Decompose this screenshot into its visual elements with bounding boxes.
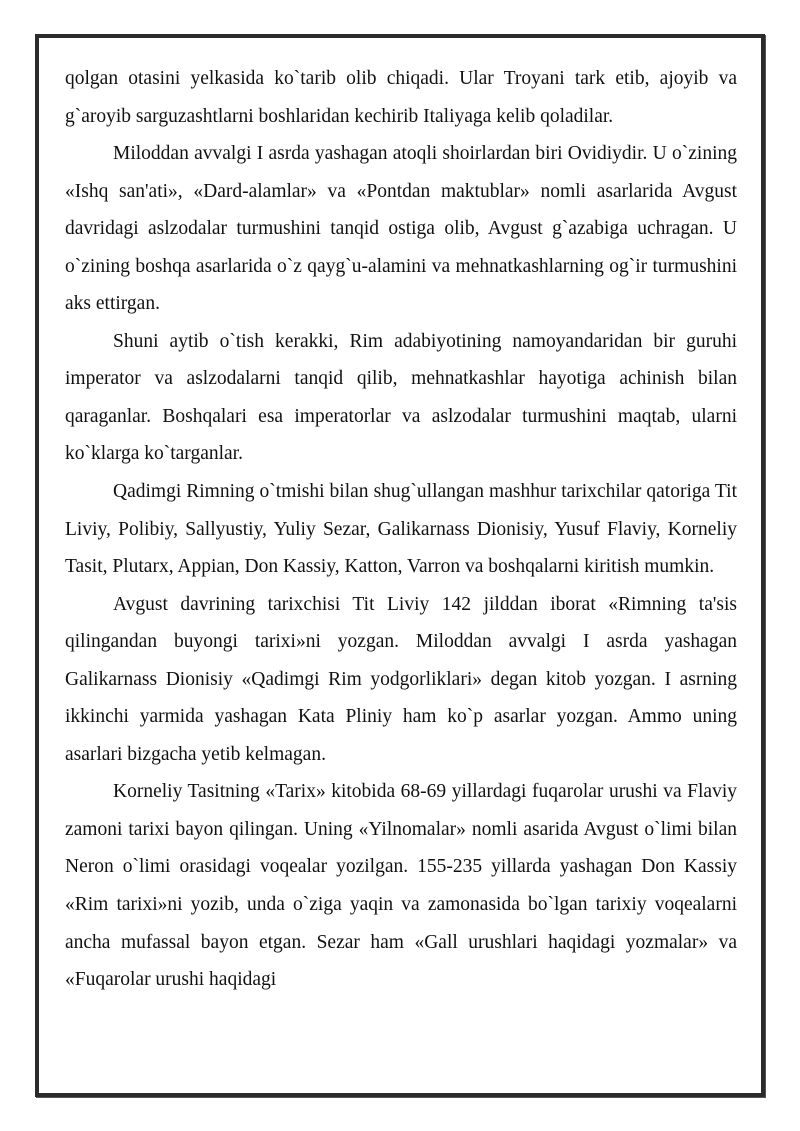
paragraph-tit-liviy: Avgust davrining tarixchisi Tit Liviy 142 jilddan iborat «Rimning ta'sis qilingandan buyongi tarixi»ni yozgan. Miloddan avvalgi I asrda yashagan Galikarnass Dionisiy «Qadimgi Rim yodgorliklari» degan kitob yozgan. I asrning ikkinchi yarmida yashagan Kata Pliniy ham ko`p asarlar yozgan. Ammo uning asarlari bizgacha yetib kelmagan.	[65, 593, 737, 765]
document-body	[65, 60, 737, 999]
paragraph-rim-adabiyoti: Shuni aytib o`tish kerakki, Rim adabiyotining namoyandaridan bir guruhi imperator va aslzodalarni tanqid qilib, mehnatkashlar hayotiga achinish bilan qaraganlar. Boshqalari esa imperatorlar va aslzodalar turmushini maqtab, ularni ko`klarga ko`targanlar.	[65, 330, 737, 465]
paragraph-ovidiy: Miloddan avvalgi I asrda yashagan atoqli shoirlardan biri Ovidiydir. U o`zining «Ishq san'ati», «Dard-alamlar» va «Pontdan maktublar» nomli asarlarida Avgust davridagi aslzodalar turmushini tanqid ostiga olib, Avgust g`azabiga uchragan. U o`zining boshqa asarlarida o`z qayg`u-alamini va mehnatkashlarning og`ir turmushini aks ettirgan.	[65, 143, 737, 315]
paragraph-korneliy-tasit: Korneliy Tasitning «Tarix» kitobida 68-69 yillardagi fuqarolar urushi va Flaviy zamoni tarixi bayon qilingan. Uning «Yilnomalar» nomli asarida Avgust o`limi bilan Neron o`limi orasidagi voqealar yozilgan. 155-235 yillarda yashagan Don Kassiy «Rim tarixi»ni yozib, unda o`ziga yaqin va zamonasida bo`lgan tarixiy voqealarni ancha mufassal bayon etgan. Sezar ham «Gall urushlari haqidagi yozmalar» va «Fuqarolar urushi haqidagi	[65, 781, 737, 991]
paragraph-continuation: qolgan otasini yelkasida ko`tarib olib chiqadi. Ular Troyani tark etib, ajoyib va g`aroyib sarguzashtlarni boshlaridan kechirib Italiyaga kelib qoladilar.	[65, 68, 737, 127]
paragraph-tarixchilar: Qadimgi Rimning o`tmishi bilan shug`ullangan mashhur tarixchilar qatoriga Tit Liviy, Polibiy, Sallyustiy, Yuliy Sezar, Galikarnass Dionisiy, Yusuf Flaviy, Korneliy Tasit, Plutarx, Appian, Don Kassiy, Katton, Varron va boshqalarni kiritish mumkin.	[65, 481, 737, 578]
